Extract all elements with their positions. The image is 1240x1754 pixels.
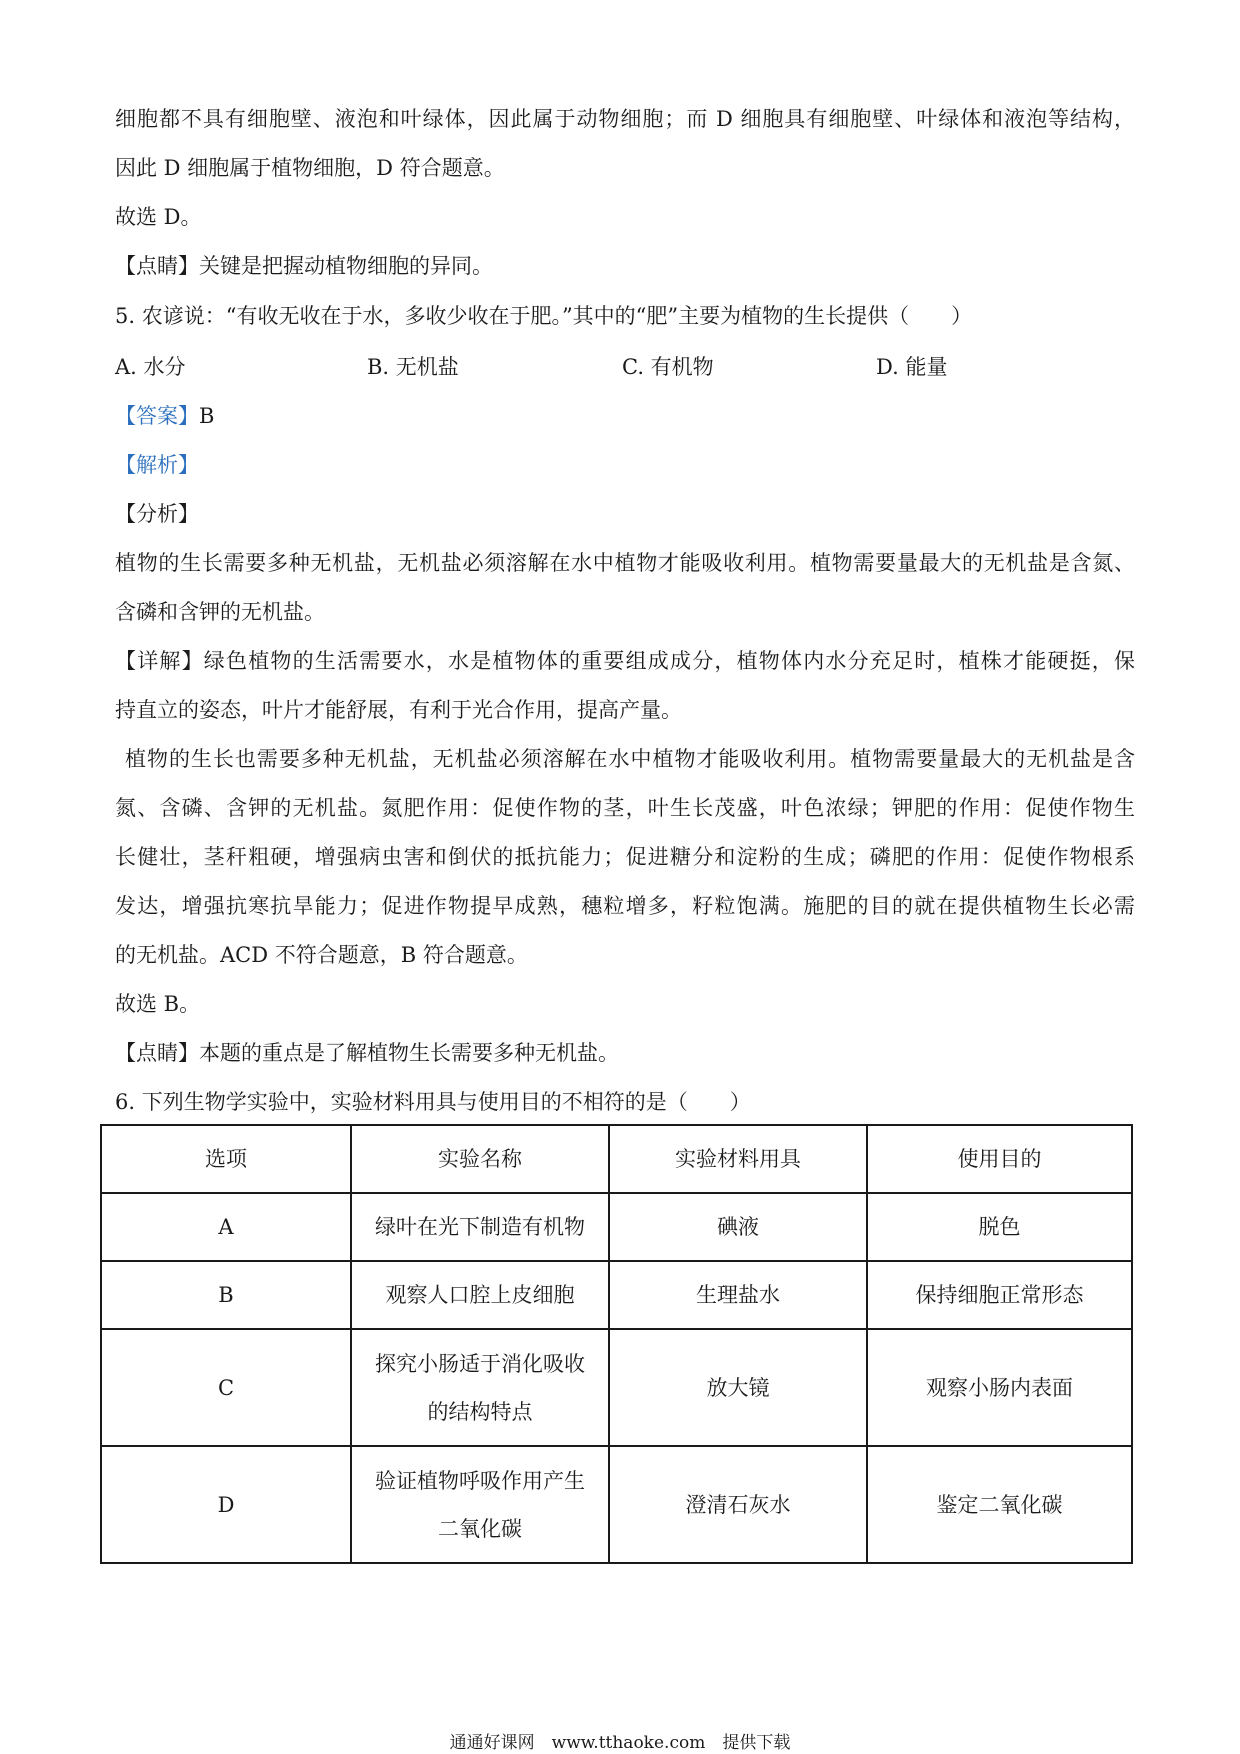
table-cell <box>351 1446 609 1563</box>
table-cell: 生理盐水 <box>609 1261 867 1329</box>
dianjing-line: 【点睛】本题的重点是了解植物生长需要多种无机盐。 <box>115 1041 619 1065</box>
table-cell-text: 验证植物呼吸作用产生二氧化碳 <box>375 1468 585 1541</box>
table-cell: 碘液 <box>609 1193 867 1261</box>
question-5: 5. 农谚说：“有收无收在于水，多收少收在于肥。”其中的“肥”主要为植物的生长提供（ ） <box>115 304 973 328</box>
jiexi-label: 【解析】 <box>115 453 199 477</box>
text-line: 含磷和含钾的无机盐。 <box>115 600 325 624</box>
table-cell-text: 探究小肠适于消化吸收的结构特点 <box>375 1351 585 1424</box>
table-cell: A <box>101 1193 351 1261</box>
option-a: A. 水分 <box>115 355 186 379</box>
table-cell: 观察小肠内表面 <box>867 1329 1132 1446</box>
text-line: 因此 D 细胞属于植物细胞，D 符合题意。 <box>115 156 505 180</box>
text-line: 细胞都不具有细胞壁、液泡和叶绿体，因此属于动物细胞；而 D 细胞具有细胞壁、叶绿体和液泡等结构， <box>115 107 1135 131</box>
table-cell: 放大镜 <box>609 1329 867 1446</box>
text-line: 的无机盐。ACD 不符合题意，B 符合题意。 <box>115 943 528 967</box>
table-header: 实验材料用具 <box>609 1125 867 1193</box>
option-c: C. 有机物 <box>622 355 714 379</box>
table-row <box>101 1193 1132 1261</box>
table-cell: 澄清石灰水 <box>609 1446 867 1563</box>
table-cell: 绿叶在光下制造有机物 <box>351 1193 609 1261</box>
text-line: 长健壮，茎秆粗硬，增强病虫害和倒伏的抵抗能力；促进糖分和淀粉的生成；磷肥的作用：促使作物根系 <box>115 845 1135 869</box>
table-cell: B <box>101 1261 351 1329</box>
table-cell <box>351 1329 609 1446</box>
table-header: 实验名称 <box>351 1125 609 1193</box>
text-line: 持直立的姿态，叶片才能舒展，有利于光合作用，提高产量。 <box>115 698 682 722</box>
text-line: 【详解】绿色植物的生活需要水，水是植物体的重要组成成分，植物体内水分充足时，植株才能硬挺，保 <box>115 649 1135 673</box>
answer-line <box>115 401 214 431</box>
answer-value: B <box>199 404 215 428</box>
table-cell: 脱色 <box>867 1193 1132 1261</box>
question-6: 6. 下列生物学实验中，实验材料用具与使用目的不相符的是（ ） <box>115 1090 751 1114</box>
option-b: B. 无机盐 <box>367 355 459 379</box>
text-line: 植物的生长也需要多种无机盐，无机盐必须溶解在水中植物才能吸收利用。植物需要量最大的无机盐是含 <box>125 747 1135 771</box>
fenxi-label: 【分析】 <box>115 502 199 526</box>
text-line: 故选 B。 <box>115 992 201 1016</box>
table-row <box>101 1329 1132 1446</box>
dianjing-line: 【点睛】关键是把握动植物细胞的异同。 <box>115 254 493 278</box>
table-cell: 鉴定二氧化碳 <box>867 1446 1132 1563</box>
page-footer: 通通好课网 www.tthaoke.com 提供下载 <box>449 1733 791 1753</box>
table-header: 选项 <box>101 1125 351 1193</box>
table-cell: C <box>101 1329 351 1446</box>
table-cell: 保持细胞正常形态 <box>867 1261 1132 1329</box>
answer-label: 【答案】 <box>115 404 199 428</box>
table-cell: 观察人口腔上皮细胞 <box>351 1261 609 1329</box>
table-header-row <box>101 1125 1132 1193</box>
table-header: 使用目的 <box>867 1125 1132 1193</box>
options-row <box>115 352 1115 382</box>
option-d: D. 能量 <box>876 355 948 379</box>
text-line: 植物的生长需要多种无机盐，无机盐必须溶解在水中植物才能吸收利用。植物需要量最大的无机盐是含氮、 <box>115 551 1135 575</box>
text-line: 氮、含磷、含钾的无机盐。氮肥作用：促使作物的茎，叶生长茂盛，叶色浓绿；钾肥的作用：促使作物生 <box>115 796 1135 820</box>
text-line: 发达，增强抗寒抗旱能力；促进作物提早成熟，穗粒增多，籽粒饱满。施肥的目的就在提供植物生长必需 <box>115 894 1135 918</box>
table-row <box>101 1446 1132 1563</box>
table-row <box>101 1261 1132 1329</box>
text-line: 故选 D。 <box>115 205 202 229</box>
table-cell: D <box>101 1446 351 1563</box>
experiment-table <box>100 1124 1133 1564</box>
